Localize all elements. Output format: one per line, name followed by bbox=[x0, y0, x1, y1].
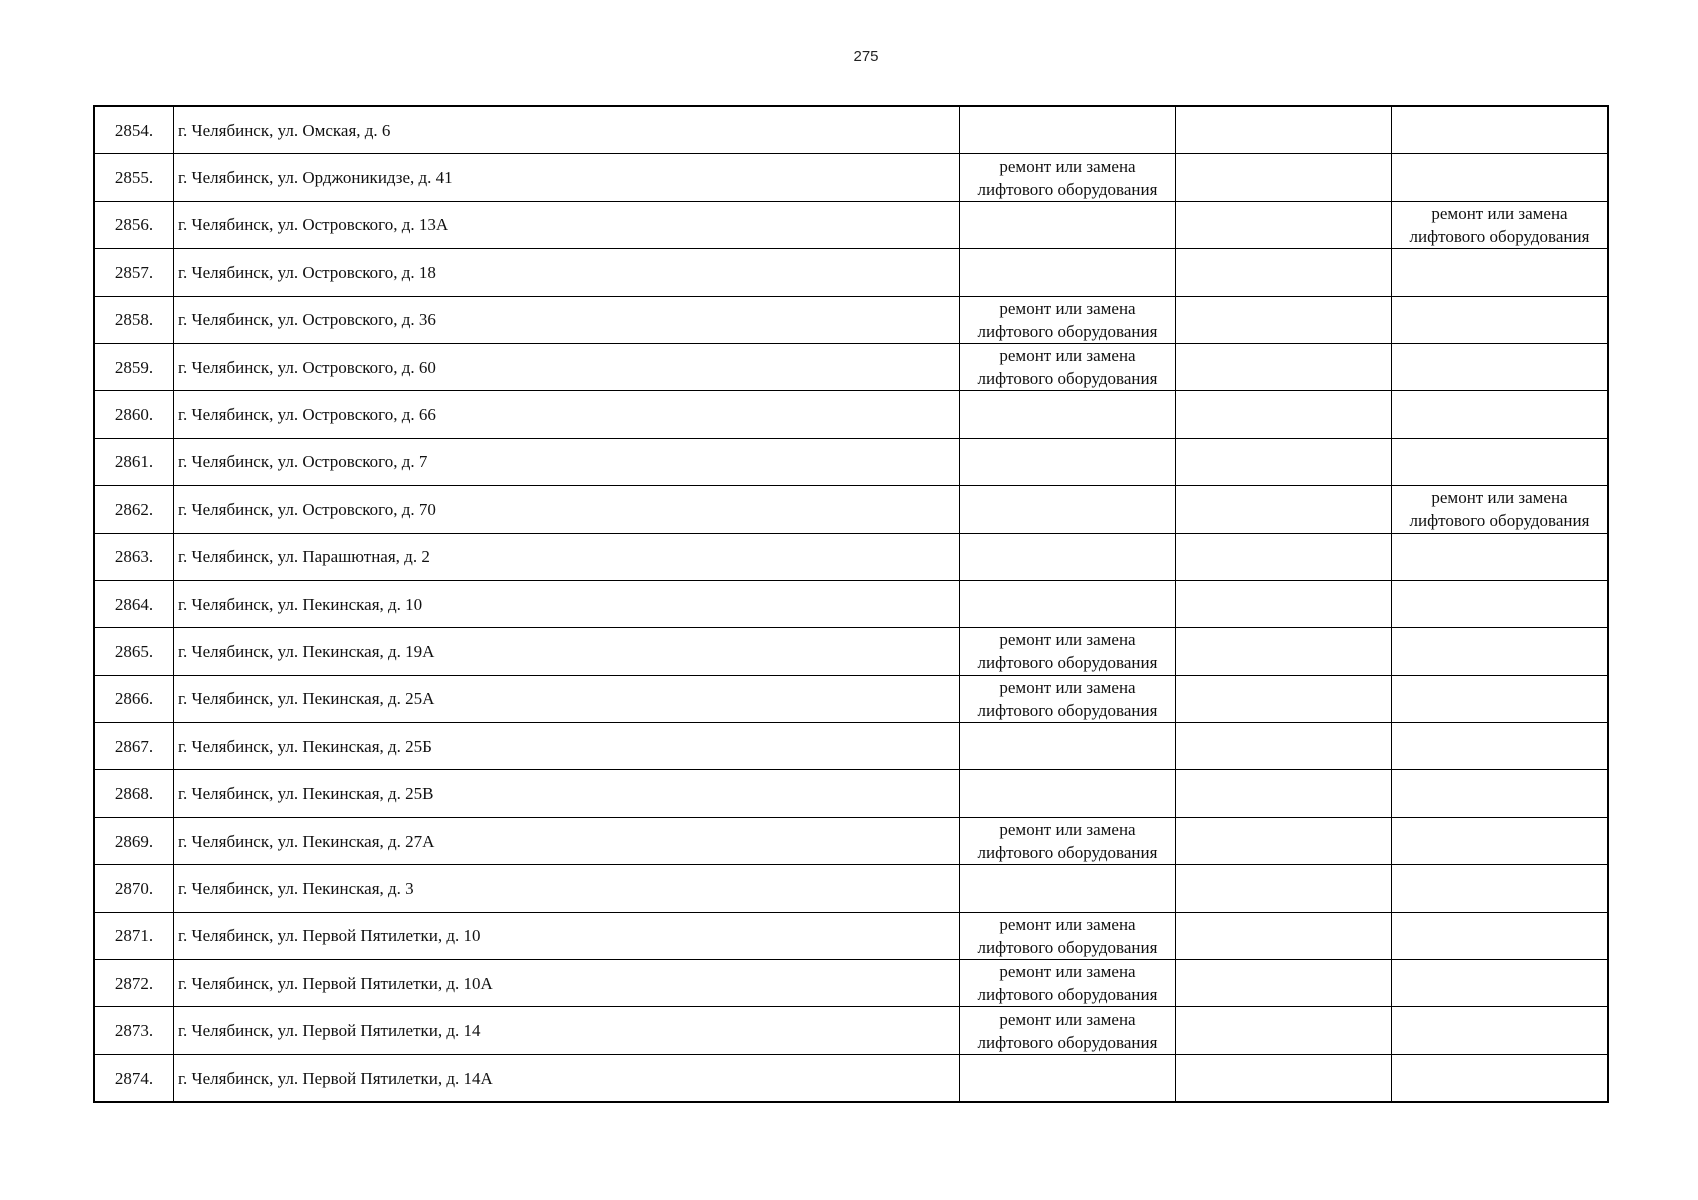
work-cell-1 bbox=[960, 533, 1176, 580]
work-cell-2 bbox=[1176, 201, 1392, 248]
work-cell-1 bbox=[960, 201, 1176, 248]
work-cell-1: ремонт или замена лифтового оборудования bbox=[960, 628, 1176, 675]
register-table bbox=[93, 105, 1609, 1103]
work-cell-3 bbox=[1392, 960, 1609, 1007]
work-cell-3 bbox=[1392, 912, 1609, 959]
work-cell-3 bbox=[1392, 249, 1609, 296]
work-cell-2 bbox=[1176, 343, 1392, 390]
row-number-cell: 2854. bbox=[94, 106, 174, 154]
work-cell-3 bbox=[1392, 580, 1609, 627]
row-number-cell: 2874. bbox=[94, 1054, 174, 1102]
work-cell-3 bbox=[1392, 770, 1609, 817]
work-cell-1: ремонт или замена лифтового оборудования bbox=[960, 675, 1176, 722]
work-cell-2 bbox=[1176, 1007, 1392, 1054]
work-cell-3 bbox=[1392, 1007, 1609, 1054]
row-number-cell: 2865. bbox=[94, 628, 174, 675]
work-cell-1: ремонт или замена лифтового оборудования bbox=[960, 912, 1176, 959]
work-cell-2 bbox=[1176, 628, 1392, 675]
work-cell-2 bbox=[1176, 1054, 1392, 1102]
row-number-cell: 2871. bbox=[94, 912, 174, 959]
table-row bbox=[94, 580, 1608, 627]
work-cell-1 bbox=[960, 865, 1176, 912]
work-cell-3 bbox=[1392, 675, 1609, 722]
address-cell: г. Челябинск, ул. Островского, д. 60 bbox=[174, 343, 960, 390]
work-cell-1: ремонт или замена лифтового оборудования bbox=[960, 154, 1176, 201]
address-cell: г. Челябинск, ул. Пекинская, д. 27А bbox=[174, 817, 960, 864]
table-row bbox=[94, 865, 1608, 912]
table-row bbox=[94, 106, 1608, 154]
address-cell: г. Челябинск, ул. Островского, д. 70 bbox=[174, 486, 960, 533]
address-cell: г. Челябинск, ул. Первой Пятилетки, д. 10А bbox=[174, 960, 960, 1007]
work-cell-1: ремонт или замена лифтового оборудования bbox=[960, 296, 1176, 343]
work-cell-2 bbox=[1176, 817, 1392, 864]
work-cell-1: ремонт или замена лифтового оборудования bbox=[960, 1007, 1176, 1054]
address-cell: г. Челябинск, ул. Омская, д. 6 bbox=[174, 106, 960, 154]
work-cell-1: ремонт или замена лифтового оборудования bbox=[960, 960, 1176, 1007]
work-cell-3 bbox=[1392, 1054, 1609, 1102]
work-cell-3 bbox=[1392, 817, 1609, 864]
work-cell-3 bbox=[1392, 154, 1609, 201]
work-cell-1 bbox=[960, 391, 1176, 438]
address-cell: г. Челябинск, ул. Пекинская, д. 25В bbox=[174, 770, 960, 817]
address-cell: г. Челябинск, ул. Островского, д. 7 bbox=[174, 438, 960, 485]
table-row bbox=[94, 770, 1608, 817]
row-number-cell: 2855. bbox=[94, 154, 174, 201]
work-cell-3 bbox=[1392, 296, 1609, 343]
table-row bbox=[94, 343, 1608, 390]
work-cell-1 bbox=[960, 580, 1176, 627]
work-cell-1 bbox=[960, 438, 1176, 485]
work-cell-3 bbox=[1392, 723, 1609, 770]
row-number-cell: 2870. bbox=[94, 865, 174, 912]
address-cell: г. Челябинск, ул. Первой Пятилетки, д. 14А bbox=[174, 1054, 960, 1102]
work-cell-2 bbox=[1176, 865, 1392, 912]
work-cell-2 bbox=[1176, 438, 1392, 485]
row-number-cell: 2872. bbox=[94, 960, 174, 1007]
work-cell-2 bbox=[1176, 296, 1392, 343]
work-cell-2 bbox=[1176, 486, 1392, 533]
row-number-cell: 2866. bbox=[94, 675, 174, 722]
address-cell: г. Челябинск, ул. Пекинская, д. 3 bbox=[174, 865, 960, 912]
address-cell: г. Челябинск, ул. Пекинская, д. 10 bbox=[174, 580, 960, 627]
table-row bbox=[94, 960, 1608, 1007]
table-row bbox=[94, 438, 1608, 485]
work-cell-3 bbox=[1392, 865, 1609, 912]
address-cell: г. Челябинск, ул. Первой Пятилетки, д. 10 bbox=[174, 912, 960, 959]
work-cell-1 bbox=[960, 486, 1176, 533]
work-cell-1: ремонт или замена лифтового оборудования bbox=[960, 343, 1176, 390]
work-cell-2 bbox=[1176, 912, 1392, 959]
row-number-cell: 2857. bbox=[94, 249, 174, 296]
work-cell-1 bbox=[960, 770, 1176, 817]
work-cell-2 bbox=[1176, 106, 1392, 154]
work-cell-3 bbox=[1392, 391, 1609, 438]
work-cell-2 bbox=[1176, 391, 1392, 438]
page-number: 275 bbox=[853, 48, 879, 65]
address-cell: г. Челябинск, ул. Островского, д. 18 bbox=[174, 249, 960, 296]
work-cell-2 bbox=[1176, 154, 1392, 201]
table-row bbox=[94, 201, 1608, 248]
row-number-cell: 2873. bbox=[94, 1007, 174, 1054]
row-number-cell: 2869. bbox=[94, 817, 174, 864]
row-number-cell: 2861. bbox=[94, 438, 174, 485]
address-cell: г. Челябинск, ул. Пекинская, д. 25А bbox=[174, 675, 960, 722]
table-row bbox=[94, 723, 1608, 770]
row-number-cell: 2868. bbox=[94, 770, 174, 817]
table-row bbox=[94, 1007, 1608, 1054]
address-cell: г. Челябинск, ул. Первой Пятилетки, д. 14 bbox=[174, 1007, 960, 1054]
table-row bbox=[94, 912, 1608, 959]
work-cell-1 bbox=[960, 106, 1176, 154]
work-cell-1 bbox=[960, 249, 1176, 296]
address-cell: г. Челябинск, ул. Островского, д. 36 bbox=[174, 296, 960, 343]
table-row bbox=[94, 533, 1608, 580]
work-cell-3: ремонт или замена лифтового оборудования bbox=[1392, 486, 1609, 533]
work-cell-3 bbox=[1392, 106, 1609, 154]
table-row bbox=[94, 249, 1608, 296]
work-cell-2 bbox=[1176, 675, 1392, 722]
work-cell-2 bbox=[1176, 533, 1392, 580]
row-number-cell: 2858. bbox=[94, 296, 174, 343]
work-cell-3 bbox=[1392, 533, 1609, 580]
work-cell-3 bbox=[1392, 628, 1609, 675]
row-number-cell: 2859. bbox=[94, 343, 174, 390]
row-number-cell: 2860. bbox=[94, 391, 174, 438]
work-cell-2 bbox=[1176, 770, 1392, 817]
table-row bbox=[94, 675, 1608, 722]
work-cell-3 bbox=[1392, 438, 1609, 485]
address-cell: г. Челябинск, ул. Островского, д. 66 bbox=[174, 391, 960, 438]
row-number-cell: 2856. bbox=[94, 201, 174, 248]
work-cell-2 bbox=[1176, 960, 1392, 1007]
table-row bbox=[94, 817, 1608, 864]
address-cell: г. Челябинск, ул. Парашютная, д. 2 bbox=[174, 533, 960, 580]
row-number-cell: 2864. bbox=[94, 580, 174, 627]
table-row bbox=[94, 1054, 1608, 1102]
address-cell: г. Челябинск, ул. Пекинская, д. 19А bbox=[174, 628, 960, 675]
work-cell-2 bbox=[1176, 249, 1392, 296]
work-cell-3: ремонт или замена лифтового оборудования bbox=[1392, 201, 1609, 248]
work-cell-1 bbox=[960, 1054, 1176, 1102]
table-row bbox=[94, 391, 1608, 438]
row-number-cell: 2862. bbox=[94, 486, 174, 533]
row-number-cell: 2863. bbox=[94, 533, 174, 580]
work-cell-1 bbox=[960, 723, 1176, 770]
work-cell-2 bbox=[1176, 723, 1392, 770]
work-cell-1: ремонт или замена лифтового оборудования bbox=[960, 817, 1176, 864]
address-cell: г. Челябинск, ул. Пекинская, д. 25Б bbox=[174, 723, 960, 770]
address-cell: г. Челябинск, ул. Островского, д. 13А bbox=[174, 201, 960, 248]
row-number-cell: 2867. bbox=[94, 723, 174, 770]
work-cell-3 bbox=[1392, 343, 1609, 390]
register-table-body bbox=[94, 106, 1608, 1102]
address-cell: г. Челябинск, ул. Орджоникидзе, д. 41 bbox=[174, 154, 960, 201]
table-row bbox=[94, 296, 1608, 343]
table-row bbox=[94, 486, 1608, 533]
work-cell-2 bbox=[1176, 580, 1392, 627]
table-row bbox=[94, 154, 1608, 201]
table-row bbox=[94, 628, 1608, 675]
